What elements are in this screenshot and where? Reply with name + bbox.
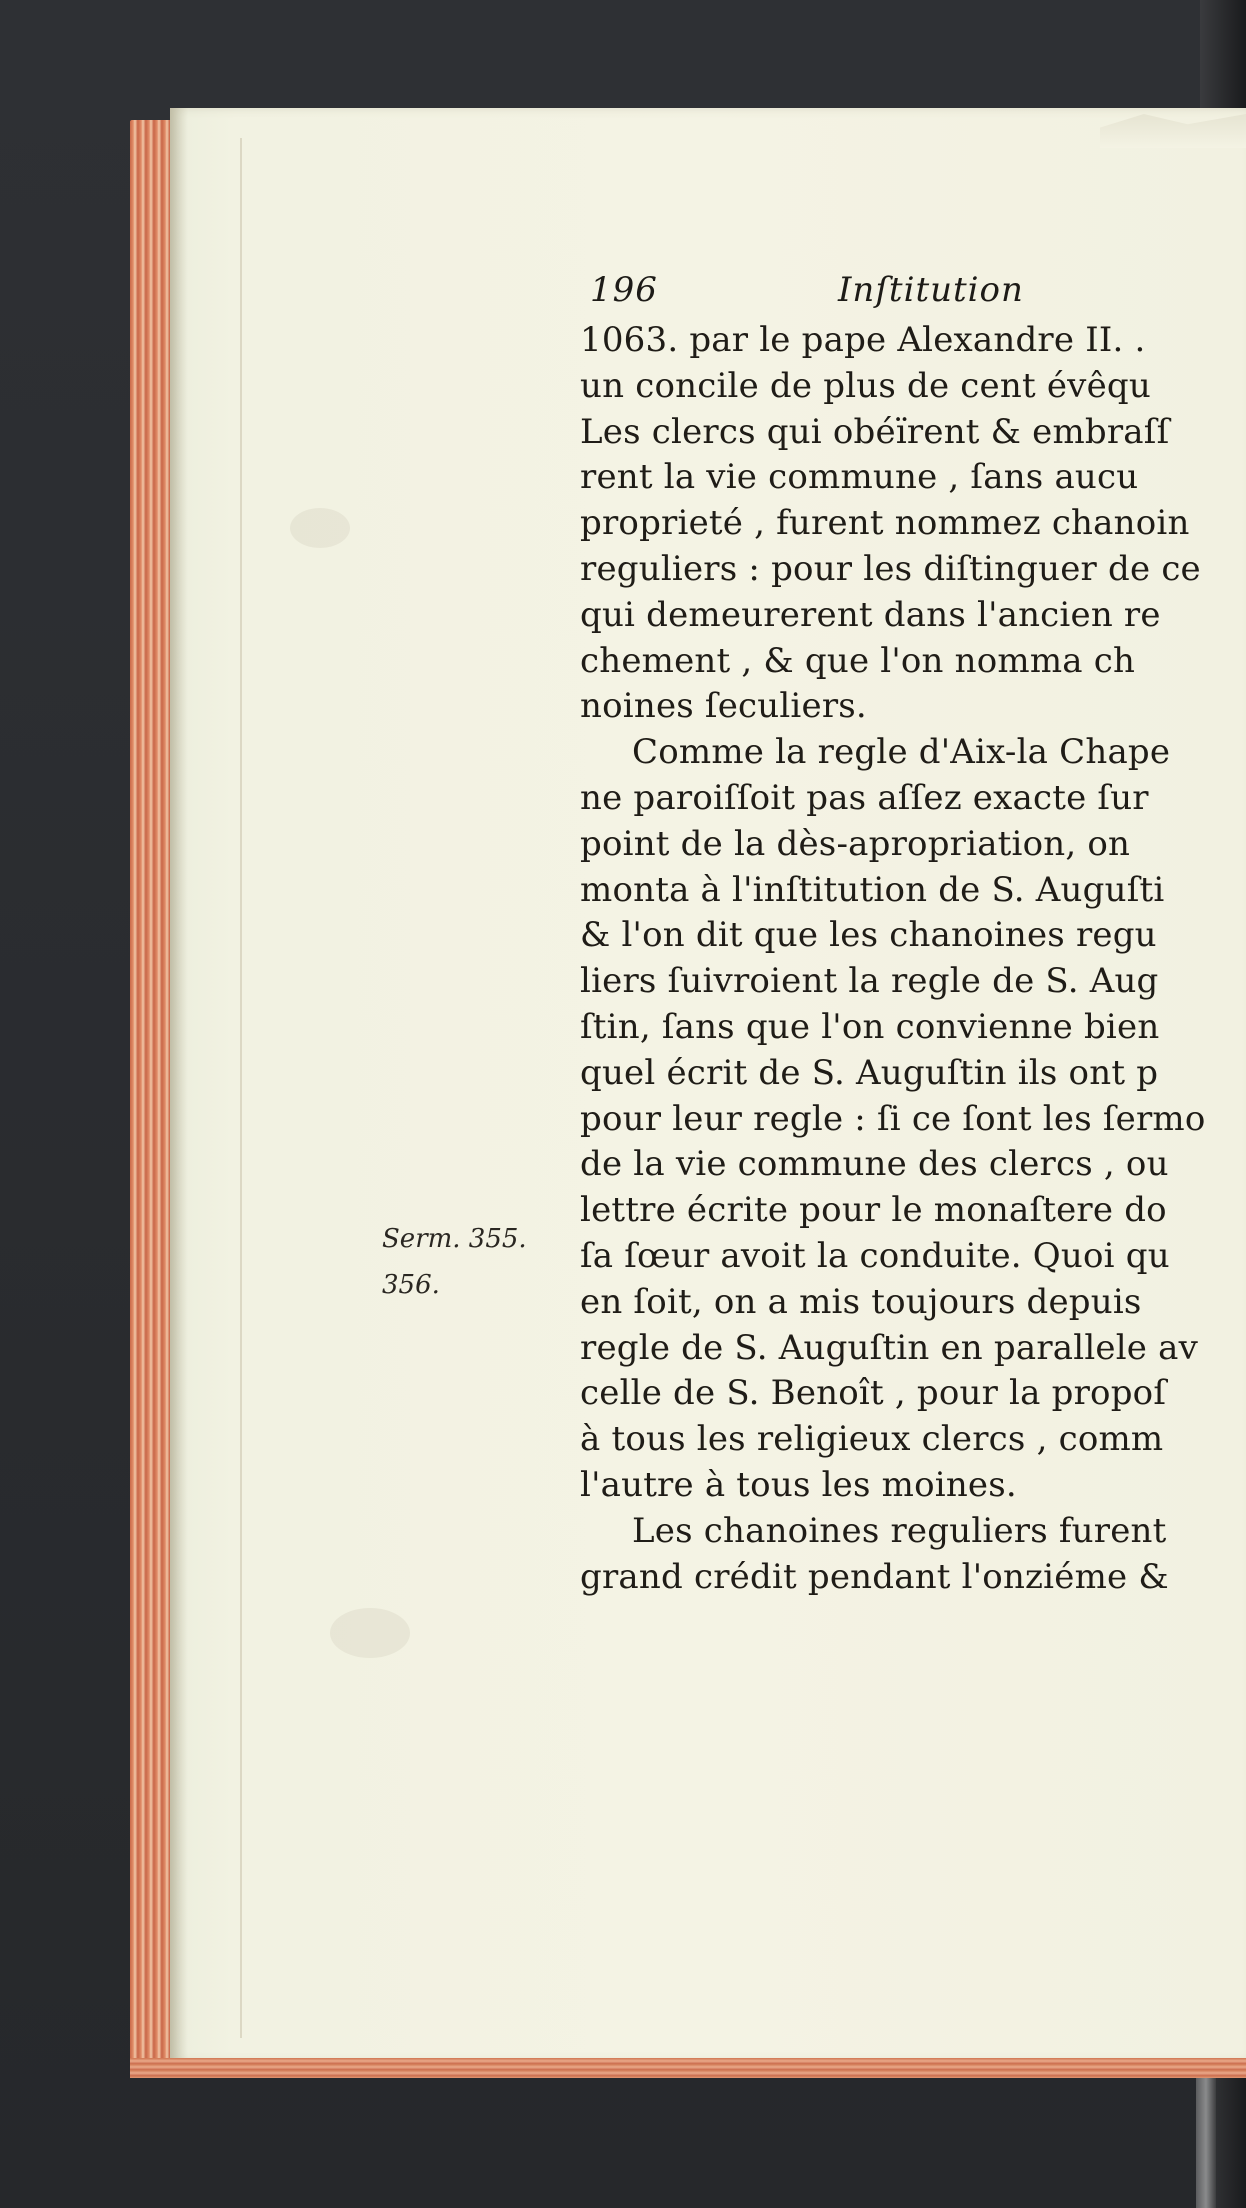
text-line: quel écrit de S. Auguſtin ils ont p [580, 1052, 1159, 1093]
text-line: ſa ſœur avoit la conduite. Quoi qu [580, 1235, 1170, 1276]
fold-shadow [170, 108, 188, 2062]
paper-stain [290, 508, 350, 548]
text-line: reguliers : pour les diſtinguer de ce [580, 548, 1201, 589]
text-line: chement , & que l'on nomma ch [580, 640, 1136, 681]
text-line: celle de S. Benoît , pour la propoſ [580, 1373, 1167, 1414]
page-edges-bottom [130, 2058, 1246, 2078]
margin-note-line: Serm. 355. [382, 1224, 527, 1254]
binding-edge [1196, 2060, 1216, 2208]
text-line: & l'on dit que les chanoines regu [580, 915, 1157, 956]
text-line: en ſoit, on a mis toujours depuis [580, 1281, 1142, 1322]
text-line: qui demeurerent dans l'ancien re [580, 594, 1161, 635]
text-line: un concile de plus de cent évêqu [580, 365, 1151, 406]
paper-stain [330, 1608, 410, 1658]
body-text [580, 318, 1246, 1600]
text-line: à tous les religieux clercs , comm [580, 1419, 1164, 1460]
text-line: noines ſeculiers. [580, 686, 867, 727]
text-line: ſtin, ſans que l'on convienne bien [580, 1006, 1160, 1047]
text-line: de la vie commune des clercs , ou [580, 1144, 1169, 1185]
text-line: Comme la regle d'Aix-la Chape [632, 732, 1171, 773]
text-line: Les clercs qui obéïrent & embraſſ [580, 411, 1170, 452]
text-line: regle de S. Auguſtin en parallele av [580, 1327, 1199, 1368]
text-line: l'autre à tous les moines. [580, 1464, 1017, 1505]
margin-note-line: 356. [382, 1269, 440, 1300]
text-line: rent la vie commune , ſans aucu [580, 457, 1139, 498]
text-line: 1063. par le pape Alexandre II. . [580, 320, 1146, 360]
torn-corner [1100, 114, 1246, 148]
text-line: grand crédit pendant l'onziéme & [580, 1556, 1169, 1597]
text-line: proprieté , furent nommez chanoin [580, 503, 1190, 544]
text-line: monta à l'inſtitution de S. Auguſti [580, 869, 1165, 910]
page-number: 196 [590, 270, 658, 310]
text-line: ne paroiſſoit pas aſſez exacte ſur [580, 777, 1149, 818]
text-line: point de la dès-apropriation, on [580, 823, 1131, 864]
text-line: pour leur regle : ſi ce ſont les ſermo [580, 1098, 1206, 1139]
text-line: lettre écrite pour le monaſtere do [580, 1190, 1167, 1231]
margin-note [382, 1217, 572, 1309]
text-line: liers ſuivroient la regle de S. Aug [580, 961, 1159, 1002]
text-line: Les chanoines reguliers furent [632, 1510, 1167, 1551]
page-crease [240, 138, 242, 2038]
running-title: Inſtitution [838, 270, 1024, 310]
